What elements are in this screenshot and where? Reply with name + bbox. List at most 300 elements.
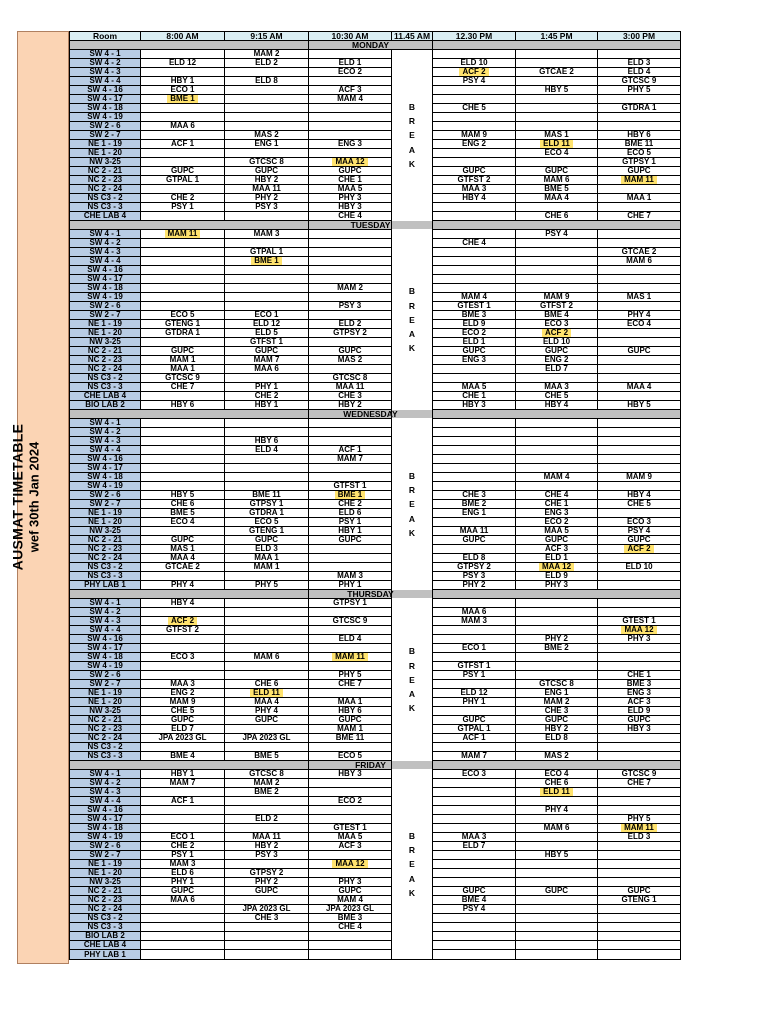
room-cell: SW 2 - 7: [70, 311, 141, 320]
room-cell: BIO LAB 2: [70, 932, 141, 941]
highlighted-class: ACF 2: [542, 329, 571, 338]
class-cell: [433, 518, 516, 527]
class-cell: [141, 293, 225, 302]
class-cell: GUPC: [225, 167, 309, 176]
room-cell: NS C3 - 2: [70, 914, 141, 923]
highlighted-class: MAM 11: [621, 824, 657, 833]
day-label: FRIDAY: [309, 761, 433, 770]
table-row: [70, 419, 681, 428]
class-cell: [309, 149, 392, 158]
class-cell: [141, 932, 225, 941]
room-cell: NC 2 - 21: [70, 347, 141, 356]
class-cell: [516, 329, 598, 338]
class-cell: ELD 10: [433, 59, 516, 68]
room-cell: SW 2 - 7: [70, 851, 141, 860]
class-cell: [598, 878, 681, 887]
break-letter: K: [408, 887, 416, 898]
class-cell: GTEST 1: [309, 824, 392, 833]
class-cell: [309, 464, 392, 473]
room-cell: SW 4 - 17: [70, 275, 141, 284]
class-cell: MAA 11: [225, 185, 309, 194]
class-cell: [141, 806, 225, 815]
room-cell: NS C3 - 3: [70, 752, 141, 761]
class-cell: GUPC: [598, 887, 681, 896]
class-cell: [598, 545, 681, 554]
table-row: [70, 176, 681, 185]
room-cell: SW 2 - 7: [70, 131, 141, 140]
class-cell: [225, 608, 309, 617]
class-cell: [433, 437, 516, 446]
class-cell: GUPC: [309, 536, 392, 545]
class-cell: GUPC: [598, 347, 681, 356]
class-cell: MAA 3: [516, 383, 598, 392]
room-cell: NC 2 - 21: [70, 716, 141, 725]
break-letter: K: [408, 527, 416, 538]
class-cell: MAA 5: [309, 185, 392, 194]
table-row: [70, 86, 681, 95]
class-cell: GUPC: [225, 347, 309, 356]
class-cell: ACF 1: [309, 446, 392, 455]
class-cell: PHY 1: [309, 581, 392, 590]
class-cell: [598, 176, 681, 185]
class-cell: CHE 5: [598, 500, 681, 509]
class-cell: [309, 851, 392, 860]
table-row: [70, 788, 681, 797]
class-cell: [309, 131, 392, 140]
class-cell: [141, 608, 225, 617]
class-cell: PHY 4: [225, 707, 309, 716]
class-cell: MAM 6: [516, 824, 598, 833]
class-cell: [516, 464, 598, 473]
class-cell: GTFST 1: [309, 482, 392, 491]
class-cell: CHE 2: [141, 194, 225, 203]
class-cell: GUPC: [309, 167, 392, 176]
class-cell: ACF 1: [433, 734, 516, 743]
class-cell: [516, 374, 598, 383]
class-cell: [516, 932, 598, 941]
break-letter: K: [408, 343, 416, 354]
room-cell: SW 4 - 18: [70, 653, 141, 662]
class-cell: [309, 806, 392, 815]
class-cell: [433, 248, 516, 257]
class-cell: ENG 3: [433, 356, 516, 365]
class-cell: [433, 788, 516, 797]
class-cell: [141, 419, 225, 428]
class-cell: MAM 2: [225, 50, 309, 59]
class-cell: [141, 635, 225, 644]
class-cell: BME 2: [225, 788, 309, 797]
class-cell: [309, 248, 392, 257]
class-cell: GUPC: [516, 167, 598, 176]
class-cell: CHE 1: [433, 392, 516, 401]
room-cell: PHY LAB 1: [70, 581, 141, 590]
class-cell: [516, 923, 598, 932]
class-cell: [516, 104, 598, 113]
class-cell: [141, 257, 225, 266]
class-cell: [225, 626, 309, 635]
class-cell: [141, 572, 225, 581]
table-row: [70, 518, 681, 527]
class-cell: [598, 869, 681, 878]
day-row-wednesday: [70, 410, 681, 419]
class-cell: [309, 428, 392, 437]
class-cell: [433, 851, 516, 860]
class-cell: [225, 860, 309, 869]
class-cell: GTEST 1: [598, 617, 681, 626]
room-cell: SW 4 - 19: [70, 113, 141, 122]
room-cell: NW 3-25: [70, 707, 141, 716]
class-cell: GUPC: [433, 167, 516, 176]
class-cell: [141, 68, 225, 77]
class-cell: MAA 4: [598, 383, 681, 392]
class-cell: BME 5: [141, 509, 225, 518]
class-cell: GUPC: [141, 887, 225, 896]
class-cell: [516, 617, 598, 626]
class-cell: [433, 869, 516, 878]
class-cell: [516, 113, 598, 122]
room-cell: SW 4 - 18: [70, 284, 141, 293]
class-cell: ECO 1: [141, 833, 225, 842]
class-cell: HBY 4: [433, 194, 516, 203]
class-cell: [309, 545, 392, 554]
class-cell: [433, 275, 516, 284]
table-row: [70, 455, 681, 464]
class-cell: CHE 2: [141, 842, 225, 851]
class-cell: [516, 914, 598, 923]
room-cell: NC 2 - 23: [70, 176, 141, 185]
table-row: [70, 302, 681, 311]
class-cell: [433, 149, 516, 158]
room-cell: NC 2 - 21: [70, 536, 141, 545]
class-cell: PHY 2: [433, 581, 516, 590]
class-cell: ELD 2: [309, 320, 392, 329]
class-cell: MAM 3: [309, 572, 392, 581]
class-cell: MAM 7: [309, 455, 392, 464]
class-cell: ACF 3: [598, 698, 681, 707]
class-cell: GUPC: [598, 167, 681, 176]
class-cell: [433, 806, 516, 815]
class-cell: GUPC: [433, 347, 516, 356]
class-cell: PSY 3: [225, 851, 309, 860]
class-cell: MAM 6: [516, 176, 598, 185]
room-cell: NW 3-25: [70, 527, 141, 536]
table-row: [70, 725, 681, 734]
class-cell: [598, 932, 681, 941]
class-cell: [309, 779, 392, 788]
class-cell: ELD 9: [598, 707, 681, 716]
table-row: [70, 851, 681, 860]
day-bar-right: [433, 41, 681, 50]
table-row: [70, 149, 681, 158]
class-cell: MAM 6: [225, 653, 309, 662]
room-cell: NE 1 - 20: [70, 869, 141, 878]
room-cell: NS C3 - 3: [70, 923, 141, 932]
table-row: [70, 752, 681, 761]
header-room: Room: [70, 32, 141, 41]
class-cell: [598, 950, 681, 960]
class-cell: GUPC: [433, 716, 516, 725]
class-cell: CHE 3: [516, 707, 598, 716]
class-cell: [516, 941, 598, 950]
class-cell: HBY 4: [141, 599, 225, 608]
room-cell: SW 4 - 1: [70, 50, 141, 59]
class-cell: BME 4: [516, 311, 598, 320]
class-cell: [225, 797, 309, 806]
class-cell: GTCSC 8: [225, 158, 309, 167]
class-cell: [225, 104, 309, 113]
title-block: [10, 307, 43, 687]
class-cell: [309, 932, 392, 941]
table-row: [70, 941, 681, 950]
table-row: [70, 563, 681, 572]
header-slot-5: 12.30 PM: [433, 32, 516, 41]
class-cell: [433, 428, 516, 437]
class-cell: ECO 4: [516, 770, 598, 779]
class-cell: [433, 860, 516, 869]
table-row: [70, 617, 681, 626]
table-row: [70, 689, 681, 698]
room-cell: NE 1 - 19: [70, 860, 141, 869]
class-cell: ELD 9: [516, 572, 598, 581]
class-cell: [516, 815, 598, 824]
class-cell: CHE 7: [598, 212, 681, 221]
class-cell: [598, 338, 681, 347]
class-cell: [433, 455, 516, 464]
class-cell: GTCAE 2: [516, 68, 598, 77]
class-cell: GTFST 1: [225, 338, 309, 347]
table-row: [70, 662, 681, 671]
class-cell: MAM 9: [516, 293, 598, 302]
class-cell: [598, 824, 681, 833]
class-cell: [598, 923, 681, 932]
class-cell: CHE 3: [309, 392, 392, 401]
class-cell: ELD 6: [309, 509, 392, 518]
class-cell: [309, 644, 392, 653]
table-row: [70, 266, 681, 275]
highlighted-class: MAM 11: [621, 176, 657, 185]
class-cell: ENG 2: [516, 356, 598, 365]
class-cell: JPA 2023 GL: [309, 905, 392, 914]
table-row: [70, 770, 681, 779]
class-cell: HBY 2: [225, 842, 309, 851]
class-cell: [141, 950, 225, 960]
break-letter: A: [408, 689, 416, 700]
class-cell: ECO 1: [225, 311, 309, 320]
room-cell: NS C3 - 3: [70, 203, 141, 212]
table-row: [70, 923, 681, 932]
class-cell: ELD 4: [309, 635, 392, 644]
table-row: [70, 626, 681, 635]
class-cell: CHE 7: [141, 383, 225, 392]
class-cell: HBY 6: [309, 707, 392, 716]
class-cell: [141, 266, 225, 275]
class-cell: [225, 599, 309, 608]
room-cell: NS C3 - 2: [70, 563, 141, 572]
room-cell: SW 4 - 17: [70, 644, 141, 653]
day-label: MONDAY: [309, 41, 433, 50]
room-cell: SW 4 - 19: [70, 833, 141, 842]
class-cell: [433, 473, 516, 482]
room-cell: SW 4 - 1: [70, 419, 141, 428]
class-cell: [141, 464, 225, 473]
class-cell: [598, 788, 681, 797]
class-cell: [225, 95, 309, 104]
class-cell: [141, 788, 225, 797]
class-cell: [225, 257, 309, 266]
room-cell: SW 4 - 1: [70, 770, 141, 779]
break-letter: E: [409, 674, 415, 685]
class-cell: ENG 3: [516, 509, 598, 518]
class-cell: [225, 689, 309, 698]
class-cell: MAS 2: [309, 356, 392, 365]
class-cell: PHY 5: [225, 581, 309, 590]
table-row: [70, 383, 681, 392]
room-cell: SW 4 - 16: [70, 635, 141, 644]
table-row: [70, 743, 681, 752]
class-cell: GTDRA 1: [598, 104, 681, 113]
class-cell: [141, 527, 225, 536]
day-bar-right: [433, 590, 681, 599]
class-cell: ECO 1: [433, 644, 516, 653]
class-cell: [225, 239, 309, 248]
table-row: [70, 338, 681, 347]
class-cell: [598, 581, 681, 590]
table-row: [70, 320, 681, 329]
table-row: [70, 833, 681, 842]
class-cell: [433, 50, 516, 59]
class-cell: [598, 356, 681, 365]
table-row: [70, 77, 681, 86]
class-cell: ELD 3: [598, 833, 681, 842]
class-cell: [516, 122, 598, 131]
class-cell: MAM 7: [141, 779, 225, 788]
class-cell: ECO 4: [598, 320, 681, 329]
room-cell: NC 2 - 23: [70, 896, 141, 905]
class-cell: [598, 914, 681, 923]
class-cell: CHE 4: [433, 239, 516, 248]
class-cell: GUPC: [309, 347, 392, 356]
class-cell: [433, 266, 516, 275]
class-cell: GTFST 2: [141, 626, 225, 635]
class-cell: MAA 3: [141, 680, 225, 689]
class-cell: [516, 248, 598, 257]
class-cell: [598, 941, 681, 950]
room-cell: SW 4 - 2: [70, 59, 141, 68]
class-cell: [225, 671, 309, 680]
class-cell: [598, 626, 681, 635]
room-cell: NS C3 - 3: [70, 572, 141, 581]
table-row: [70, 374, 681, 383]
class-cell: [516, 284, 598, 293]
class-cell: [598, 644, 681, 653]
class-cell: [516, 50, 598, 59]
class-cell: HBY 3: [309, 203, 392, 212]
class-cell: GTCSC 9: [598, 77, 681, 86]
room-cell: SW 2 - 6: [70, 671, 141, 680]
class-cell: PSY 3: [225, 203, 309, 212]
room-cell: SW 2 - 6: [70, 491, 141, 500]
class-cell: PSY 4: [516, 230, 598, 239]
class-cell: MAA 6: [141, 896, 225, 905]
class-cell: ECO 3: [141, 653, 225, 662]
header-slot-6: 1:45 PM: [516, 32, 598, 41]
class-cell: [433, 815, 516, 824]
class-cell: CHE 1: [309, 176, 392, 185]
class-cell: PHY 3: [309, 194, 392, 203]
table-row: [70, 887, 681, 896]
class-cell: [309, 626, 392, 635]
table-row: [70, 545, 681, 554]
class-cell: [309, 338, 392, 347]
class-cell: [598, 392, 681, 401]
table-row: [70, 824, 681, 833]
table-row: [70, 194, 681, 203]
class-cell: ACF 3: [309, 842, 392, 851]
class-cell: [433, 230, 516, 239]
table-row: [70, 185, 681, 194]
class-cell: [309, 941, 392, 950]
break-letter: E: [409, 314, 415, 325]
class-cell: JPA 2023 GL: [225, 905, 309, 914]
class-cell: ELD 7: [141, 725, 225, 734]
room-cell: NE 1 - 20: [70, 149, 141, 158]
table-row: [70, 581, 681, 590]
class-cell: [433, 446, 516, 455]
day-row-friday: [70, 761, 681, 770]
room-cell: SW 4 - 16: [70, 806, 141, 815]
class-cell: [309, 608, 392, 617]
day-bar-right: [433, 761, 681, 770]
room-cell: NE 1 - 19: [70, 509, 141, 518]
class-cell: [598, 608, 681, 617]
class-cell: MAA 6: [225, 365, 309, 374]
class-cell: ELD 9: [433, 320, 516, 329]
day-label: TUESDAY: [309, 221, 433, 230]
table-row: [70, 797, 681, 806]
class-cell: MAA 5: [433, 383, 516, 392]
class-cell: [516, 77, 598, 86]
class-cell: CHE 1: [598, 671, 681, 680]
class-cell: MAM 3: [433, 617, 516, 626]
table-row: [70, 635, 681, 644]
class-cell: ENG 1: [225, 140, 309, 149]
room-cell: SW 4 - 3: [70, 68, 141, 77]
class-cell: GTCSC 9: [309, 617, 392, 626]
class-cell: ELD 6: [141, 869, 225, 878]
table-row: [70, 275, 681, 284]
table-row: [70, 707, 681, 716]
class-cell: MAM 9: [598, 473, 681, 482]
table-row: [70, 572, 681, 581]
class-cell: ECO 4: [141, 518, 225, 527]
class-cell: [225, 113, 309, 122]
highlighted-class: BME 1: [251, 257, 281, 266]
table-row: [70, 257, 681, 266]
class-cell: PHY 3: [516, 581, 598, 590]
class-cell: [433, 374, 516, 383]
class-cell: [598, 302, 681, 311]
class-cell: MAA 1: [225, 554, 309, 563]
table-row: [70, 122, 681, 131]
class-cell: ELD 12: [141, 59, 225, 68]
class-cell: [516, 896, 598, 905]
class-cell: GUPC: [516, 347, 598, 356]
class-cell: [598, 662, 681, 671]
class-cell: ENG 2: [141, 689, 225, 698]
break-letters: [392, 829, 432, 900]
table-row: [70, 869, 681, 878]
class-cell: [141, 941, 225, 950]
